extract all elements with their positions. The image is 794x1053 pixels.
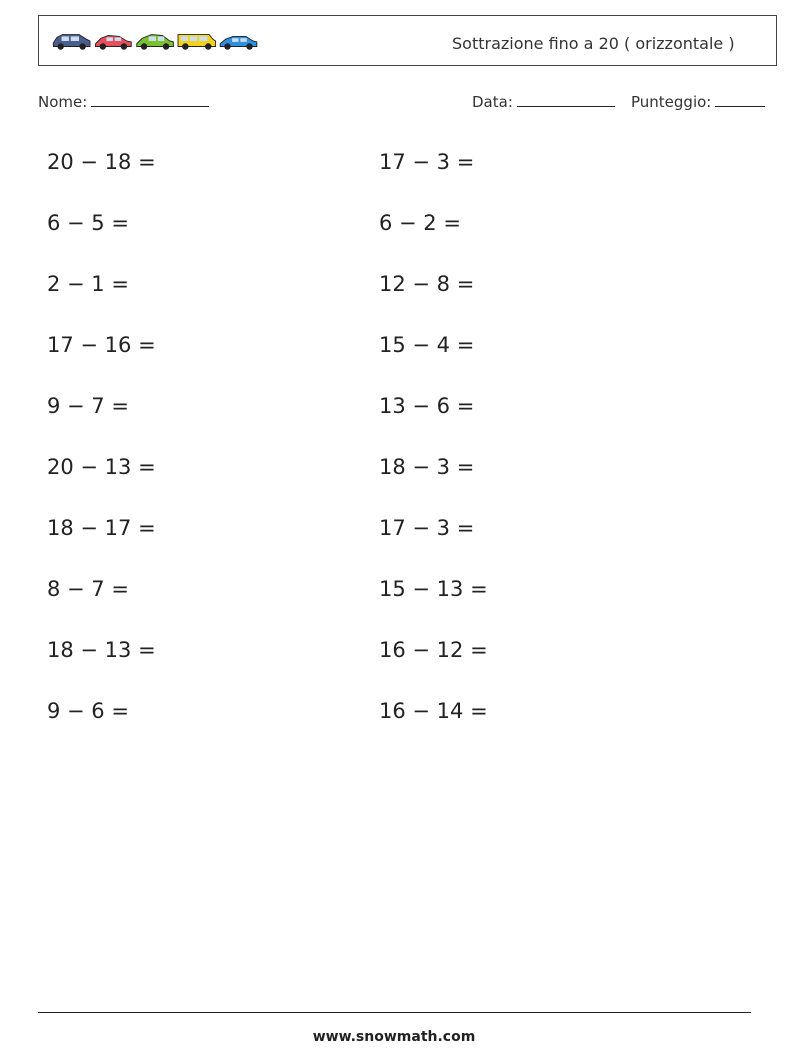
- name-field: [38, 92, 209, 111]
- footer-website: www.snowmath.com: [312, 1029, 476, 1045]
- problem-right-6: 18 − 3 =: [379, 455, 475, 479]
- car-icons: [42, 30, 270, 52]
- problem-right-10: 16 − 14 =: [379, 699, 488, 723]
- problem-left-7: 18 − 17 =: [47, 516, 156, 540]
- problem-right-8: 15 − 13 =: [379, 577, 488, 601]
- date-blank[interactable]: [517, 92, 615, 107]
- name-blank[interactable]: [91, 92, 209, 107]
- name-label: Nome:: [38, 93, 88, 111]
- problem-right-3: 12 − 8 =: [379, 272, 475, 296]
- problem-left-5: 9 − 7 =: [47, 394, 129, 418]
- problem-right-1: 17 − 3 =: [379, 150, 475, 174]
- problem-left-8: 8 − 7 =: [47, 577, 129, 601]
- footer-divider: [38, 1012, 751, 1013]
- problem-right-9: 16 − 12 =: [379, 638, 488, 662]
- date-label: Data:: [472, 93, 513, 111]
- header-box: [38, 15, 777, 66]
- problem-right-5: 13 − 6 =: [379, 394, 475, 418]
- car-icon-hatch-green: [137, 35, 174, 50]
- score-label: Punteggio:: [631, 93, 712, 111]
- score-field: [631, 92, 765, 111]
- problem-left-2: 6 − 5 =: [47, 211, 129, 235]
- problem-left-9: 18 − 13 =: [47, 638, 156, 662]
- problem-left-1: 20 − 18 =: [47, 150, 156, 174]
- problem-left-6: 20 − 13 =: [47, 455, 156, 479]
- score-blank[interactable]: [715, 92, 765, 107]
- problem-right-7: 17 − 3 =: [379, 516, 475, 540]
- car-icon-sedan-blue: [220, 36, 257, 49]
- problem-right-2: 6 − 2 =: [379, 211, 461, 235]
- problem-right-4: 15 − 4 =: [379, 333, 475, 357]
- problem-left-4: 17 − 16 =: [47, 333, 156, 357]
- date-field: [472, 92, 615, 111]
- car-icon-van-yellow: [178, 35, 216, 50]
- problem-left-3: 2 − 1 =: [47, 272, 129, 296]
- car-icon-sedan-dark: [53, 35, 90, 50]
- problem-left-10: 9 − 6 =: [47, 699, 129, 723]
- car-icon-coupe-red: [96, 36, 132, 50]
- worksheet-title: Sottrazione fino a 20 ( orizzontale ): [452, 34, 735, 53]
